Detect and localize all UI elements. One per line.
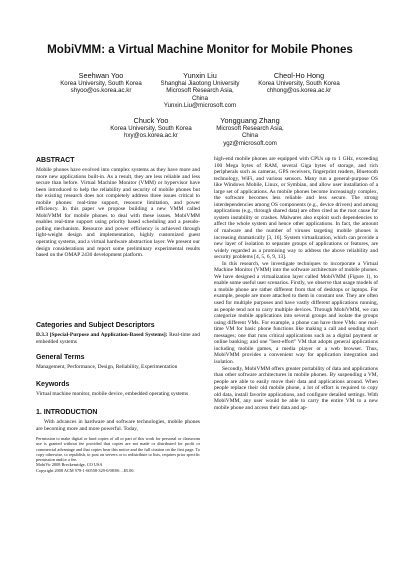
author-affiliation: Microsoft Research Asia, <box>166 87 234 95</box>
left-column <box>36 157 200 539</box>
paper-title: MobiVMM: a Virtual Machine Monitor for Mobile Phones <box>47 43 353 56</box>
keywords-text: Virtual machine monitor, mobile device, embedded operating systems <box>36 391 189 397</box>
author-email: shyoo@os.korea.ac.kr <box>70 87 132 95</box>
body-paragraph: In this research, we investigate techniques to incorporate a Virtual Machine Monitor (VMM) into the software architecture of mobile phones. We have designed a virtualization layer called MobiVMM (Figure 1), to enable some useful user scenarios. Firstly, we observe that usage models of a mobile phone are rather different from that of desktops or laptops. For example, people are more attached to them in constant use. They are often used for multiple purposes and have vastly different applications running, as people tend not to carry multiple devices. Through MobiVMM, we can categorize mobile applications into several groups and isolate the groups using different VMs. For example, a phone can have three VMs: one real-time VM for basic phone functions like making a call and sending short messages; one that runs critical applications such as a digital payment or online banking; and one "best-effort" VM that adopts general applications including mobile games, a media player or a web browser. Thus, MobiVMM provides a convenient way for application integration and isolation. <box>214 260 378 365</box>
right-column <box>214 156 378 411</box>
author-name: Cheol-Ho Hong <box>273 71 325 80</box>
copyright-line: Copyright 2008 ACM 978-1-60558-329-0/08/06 ...$5.00. <box>36 467 135 473</box>
categories-code: D.3.3 [Special-Purpose and Application-Based Systems]: <box>36 332 168 338</box>
author-email: Yunxin.Liu@microsoft.com <box>163 102 237 110</box>
author-affiliation: China <box>192 94 208 102</box>
author-block <box>244 71 354 95</box>
introduction-heading: 1. INTRODUCTION <box>36 409 98 416</box>
author-affiliation: Shanghai Jiaotong University <box>160 80 240 87</box>
intro-paragraph: With advances in hardware and software technologies, mobile phones are becoming more and more powerful. Today, <box>36 419 200 432</box>
author-affiliation: Korea University, South Korea <box>60 80 142 87</box>
author-name: Seehwan Yoo <box>78 71 124 80</box>
author-block <box>46 71 156 95</box>
author-affiliation: Korea University, South Korea <box>258 80 340 87</box>
general-terms-heading: General Terms <box>36 354 85 361</box>
author-name: Chuck Yoo <box>133 116 169 125</box>
author-email: hxy@os.korea.ac.kr <box>124 132 178 140</box>
author-affiliation: Korea University, South Korea <box>110 125 192 132</box>
author-name: Yongguang Zhang <box>220 116 280 125</box>
conference-line: MobiVir 2008 Breckenridge, CO USA <box>36 462 103 468</box>
author-email: ygz@microsoft.com <box>223 139 277 147</box>
categories-text <box>36 332 200 345</box>
author-block <box>195 116 305 147</box>
body-paragraph: high-end mobile phones are equipped with CPUs up to 1 GHz, exceeding 100 Mega bytes of RAM, several Giga bytes of storage, and rich peripherals such as cameras, GPS receivers, fingerprint readers, Bluetooth technology, WiFi, and various sensors. Many run a general-purpose OS like Windows Mobile, Linux, or Symbian, and allow user installation of a large set of applications. As mobile phones become increasingly complex, the software becomes less reliable and less secure. The strong interdependencies among OS components (e.g., device drivers) and among applications (e.g., through shared data) are often cited as the root cause for system instability or crashes. Malwares also exploit such dependencies to affect the whole system and hence other applications. In fact, the amount of malware and the number of viruses targeting mobile phones is increasing dramatically [3, 16]. System virtualization, which can provide a new layer of isolation to separate groups of applications or features, are widely regarded as a promising way to address the above reliability and security problems [4, 5, 6, 9, 13]. <box>214 156 378 261</box>
keywords-heading: Keywords <box>36 381 70 388</box>
categories-description: Real-time and embedded systems <box>36 332 200 345</box>
author-affiliation: Microsoft Research Asia, <box>216 125 284 132</box>
categories-heading: Categories and Subject Descriptors <box>36 322 155 329</box>
author-block <box>145 71 255 110</box>
author-block <box>96 116 206 140</box>
permission-block <box>36 436 200 473</box>
author-affiliation: China <box>242 132 258 140</box>
general-terms-text: Management, Performance, Design, Reliability, Experimentation <box>36 364 178 370</box>
permission-notice: Permission to make digital or hard copies of all or part of this work for personal or classroom use is granted without fee provided that copies are not made or distributed for profit or commercial advantage and that copies bear this notice and the full citation on the first page. To copy otherwise, to republish, to post on servers or to redistribute to lists, requires prior specific permission and/or a fee. <box>36 436 200 463</box>
abstract-heading: ABSTRACT <box>36 157 75 164</box>
abstract-text: Mobile phones have evolved into complex systems as they have more and more new applications built-in. As a result, they are less reliable and less secure than before. Virtual Machine Monitor (VMM) or hypervisor have been introduced to help the reliability and security of mobile phones but the existing research does not completely address three issues critical to mobile phones: real-time support, resource limitation, and power efficiency. In this paper we propose building a new VMM called MobiVMM for mobile phones to deal with these issues. MobiVMM enables real-time support using priority based scheduling and a pseudo-polling mechanism. Resource and power efficiency is achieved through light-weight design and implementation, highly customized guest operating systems, and a virtual hardware abstraction layer. We present our design considerations and report some preliminary experimental results based on the OMAP 2430 development platform. <box>36 167 200 259</box>
author-name: Yunxin Liu <box>183 71 217 80</box>
body-paragraph: Secondly, MobiVMM offers greater portability of data and applications than other software architectures in mobile phones. By suspending a VM, people are able to easily move their data and applications around. When people replace their old mobile phone, a lot of effort is required to copy old data, install favorite applications, and configure detailed settings. With MobiVMM, any user would be able to carry the entire VM to a new mobile phone and access their data and ap- <box>214 365 378 411</box>
author-email: chhong@os.korea.ac.kr <box>266 87 332 95</box>
